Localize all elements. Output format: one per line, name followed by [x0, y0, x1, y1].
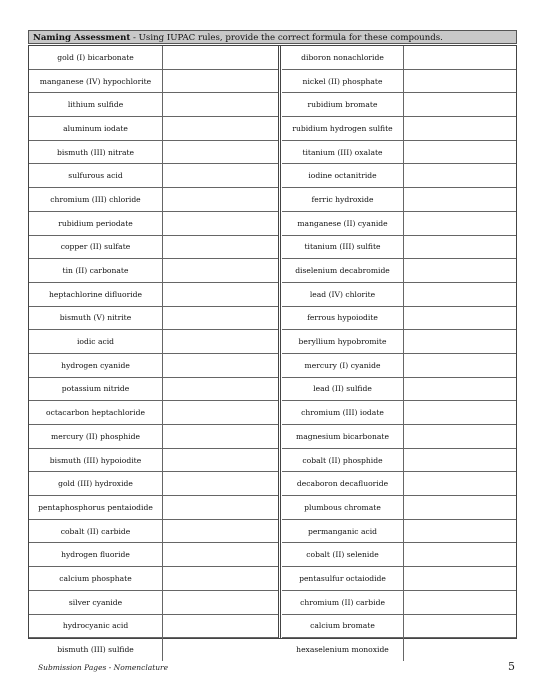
formula-answer-cell[interactable]: [163, 590, 279, 614]
compound-name: rubidium periodate: [29, 211, 163, 235]
formula-answer-cell[interactable]: [404, 306, 517, 330]
compound-name: iodine octanitride: [282, 164, 404, 188]
compound-name: copper (II) sulfate: [29, 235, 163, 259]
formula-answer-cell[interactable]: [404, 235, 517, 259]
compound-row: [29, 519, 278, 543]
page-number: 5: [508, 660, 515, 673]
compound-name: lithium sulfide: [29, 93, 163, 117]
compound-row: [282, 46, 516, 69]
compound-row: [29, 140, 278, 164]
formula-answer-cell[interactable]: [404, 425, 517, 449]
compound-name: hydrogen fluoride: [29, 543, 163, 567]
compound-grid: [28, 45, 517, 655]
compound-name: lead (IV) chlorite: [282, 282, 404, 306]
compound-name: cobalt (II) phosphide: [282, 448, 404, 472]
compound-row: [282, 188, 516, 212]
compound-row: [29, 496, 278, 520]
compound-row: [29, 614, 278, 638]
compound-row: [29, 211, 278, 235]
formula-answer-cell[interactable]: [404, 590, 517, 614]
formula-answer-cell[interactable]: [404, 614, 517, 638]
assessment-header: [28, 30, 517, 44]
compound-row: [282, 590, 516, 614]
compound-row: [29, 472, 278, 496]
header-title-bold: Naming Assessment: [33, 33, 131, 43]
formula-answer-cell[interactable]: [163, 401, 279, 425]
column-divider: [278, 46, 281, 638]
compound-row: [282, 282, 516, 306]
formula-answer-cell[interactable]: [163, 164, 279, 188]
compound-name: diboron nonachloride: [282, 46, 404, 69]
compound-row: [29, 377, 278, 401]
compound-row: [282, 377, 516, 401]
compound-row: [282, 614, 516, 638]
compound-name: diselenium decabromide: [282, 259, 404, 283]
compound-row: [29, 448, 278, 472]
compound-row: [282, 117, 516, 141]
compound-row: [282, 235, 516, 259]
compound-row: [29, 567, 278, 591]
compound-name: mercury (I) cyanide: [282, 353, 404, 377]
compound-row: [282, 519, 516, 543]
compound-name: chromium (III) chloride: [29, 188, 163, 212]
compound-name: ferric hydroxide: [282, 188, 404, 212]
compound-name: manganese (II) cyanide: [282, 211, 404, 235]
right-compound-table: [282, 46, 516, 661]
formula-answer-cell[interactable]: [404, 117, 517, 141]
compound-name: titanium (III) sulfite: [282, 235, 404, 259]
formula-answer-cell[interactable]: [163, 211, 279, 235]
compound-row: [282, 259, 516, 283]
formula-answer-cell[interactable]: [404, 259, 517, 283]
formula-answer-cell[interactable]: [404, 519, 517, 543]
compound-name: bismuth (III) sulfide: [29, 638, 163, 661]
compound-row: [282, 567, 516, 591]
left-column: [29, 46, 278, 655]
compound-row: [29, 259, 278, 283]
formula-answer-cell[interactable]: [163, 235, 279, 259]
compound-name: lead (II) sulfide: [282, 377, 404, 401]
compound-row: [29, 543, 278, 567]
compound-row: [29, 590, 278, 614]
formula-answer-cell[interactable]: [163, 614, 279, 638]
compound-row: [29, 330, 278, 354]
compound-row: [282, 496, 516, 520]
compound-name: sulfurous acid: [29, 164, 163, 188]
formula-answer-cell[interactable]: [404, 188, 517, 212]
formula-answer-cell[interactable]: [163, 259, 279, 283]
formula-answer-cell[interactable]: [404, 448, 517, 472]
compound-row: [282, 306, 516, 330]
formula-answer-cell[interactable]: [163, 543, 279, 567]
formula-answer-cell[interactable]: [404, 46, 517, 69]
formula-answer-cell[interactable]: [163, 567, 279, 591]
formula-answer-cell[interactable]: [404, 164, 517, 188]
compound-name: hydrocyanic acid: [29, 614, 163, 638]
compound-row: [282, 353, 516, 377]
compound-row: [29, 282, 278, 306]
formula-answer-cell[interactable]: [404, 282, 517, 306]
formula-answer-cell[interactable]: [404, 93, 517, 117]
compound-row: [282, 401, 516, 425]
compound-row: [282, 543, 516, 567]
compound-name: cobalt (II) selenide: [282, 543, 404, 567]
compound-row: [282, 93, 516, 117]
formula-answer-cell[interactable]: [404, 211, 517, 235]
formula-answer-cell[interactable]: [404, 567, 517, 591]
compound-row: [29, 188, 278, 212]
compound-name: chromium (III) iodate: [282, 401, 404, 425]
compound-name: nickel (II) phosphate: [282, 69, 404, 93]
compound-name: tin (II) carbonate: [29, 259, 163, 283]
compound-name: gold (I) bicarbonate: [29, 46, 163, 69]
formula-answer-cell[interactable]: [163, 448, 279, 472]
compound-row: [29, 46, 278, 69]
compound-row: [29, 164, 278, 188]
compound-name: calcium phosphate: [29, 567, 163, 591]
compound-name: potassium nitride: [29, 377, 163, 401]
compound-name: pentaphosphorus pentaiodide: [29, 496, 163, 520]
formula-answer-cell[interactable]: [163, 306, 279, 330]
left-compound-table: [29, 46, 278, 661]
compound-name: bismuth (III) hypoiodite: [29, 448, 163, 472]
formula-answer-cell[interactable]: [163, 93, 279, 117]
compound-row: [29, 306, 278, 330]
compound-row: [282, 425, 516, 449]
formula-answer-cell[interactable]: [404, 472, 517, 496]
compound-name: cobalt (II) carbide: [29, 519, 163, 543]
compound-name: titanium (III) oxalate: [282, 140, 404, 164]
compound-row: [29, 117, 278, 141]
formula-answer-cell[interactable]: [163, 330, 279, 354]
formula-answer-cell[interactable]: [163, 496, 279, 520]
formula-answer-cell[interactable]: [163, 282, 279, 306]
formula-answer-cell[interactable]: [404, 638, 517, 661]
formula-answer-cell[interactable]: [163, 117, 279, 141]
formula-answer-cell[interactable]: [404, 69, 517, 93]
formula-answer-cell[interactable]: [404, 543, 517, 567]
compound-row: [29, 425, 278, 449]
compound-row: [282, 211, 516, 235]
compound-name: decaboron decafluoride: [282, 472, 404, 496]
compound-row: [29, 93, 278, 117]
compound-row: [282, 472, 516, 496]
compound-name: magnesium bicarbonate: [282, 425, 404, 449]
compound-name: hexaselenium monoxide: [282, 638, 404, 661]
compound-name: calcium bromate: [282, 614, 404, 638]
formula-answer-cell[interactable]: [404, 330, 517, 354]
compound-name: bismuth (V) nitrite: [29, 306, 163, 330]
compound-row: [29, 401, 278, 425]
compound-row: [29, 638, 278, 661]
compound-row: [29, 235, 278, 259]
header-instructions: - Using IUPAC rules, provide the correct formula for these compounds.: [130, 33, 443, 43]
right-column: [282, 46, 516, 655]
compound-row: [282, 448, 516, 472]
compound-name: rubidium hydrogen sulfite: [282, 117, 404, 141]
compound-name: plumbous chromate: [282, 496, 404, 520]
formula-answer-cell[interactable]: [404, 496, 517, 520]
compound-name: mercury (II) phosphide: [29, 425, 163, 449]
compound-name: octacarbon heptachloride: [29, 401, 163, 425]
formula-answer-cell[interactable]: [163, 425, 279, 449]
formula-answer-cell[interactable]: [163, 188, 279, 212]
formula-answer-cell[interactable]: [404, 353, 517, 377]
compound-name: permanganic acid: [282, 519, 404, 543]
formula-answer-cell[interactable]: [163, 140, 279, 164]
formula-answer-cell[interactable]: [404, 377, 517, 401]
formula-answer-cell[interactable]: [163, 377, 279, 401]
compound-name: silver cyanide: [29, 590, 163, 614]
formula-answer-cell[interactable]: [404, 140, 517, 164]
compound-name: manganese (IV) hypochlorite: [29, 69, 163, 93]
compound-row: [282, 164, 516, 188]
formula-answer-cell[interactable]: [163, 69, 279, 93]
formula-answer-cell[interactable]: [163, 472, 279, 496]
compound-name: bismuth (III) nitrate: [29, 140, 163, 164]
compound-name: gold (III) hydroxide: [29, 472, 163, 496]
compound-name: hydrogen cyanide: [29, 353, 163, 377]
compound-row: [282, 638, 516, 661]
compound-row: [282, 140, 516, 164]
compound-row: [29, 353, 278, 377]
compound-name: rubidium bromate: [282, 93, 404, 117]
compound-name: heptachlorine difluoride: [29, 282, 163, 306]
compound-name: chromium (II) carbide: [282, 590, 404, 614]
compound-name: ferrous hypoiodite: [282, 306, 404, 330]
footer-section-label: Submission Pages - Nomenclature: [38, 663, 169, 672]
formula-answer-cell[interactable]: [163, 638, 279, 661]
formula-answer-cell[interactable]: [404, 401, 517, 425]
compound-row: [29, 69, 278, 93]
formula-answer-cell[interactable]: [163, 519, 279, 543]
compound-row: [282, 330, 516, 354]
compound-name: beryllium hypobromite: [282, 330, 404, 354]
compound-name: iodic acid: [29, 330, 163, 354]
compound-name: pentasulfur octaiodide: [282, 567, 404, 591]
compound-row: [282, 69, 516, 93]
formula-answer-cell[interactable]: [163, 353, 279, 377]
formula-answer-cell[interactable]: [163, 46, 279, 69]
compound-name: aluminum iodate: [29, 117, 163, 141]
